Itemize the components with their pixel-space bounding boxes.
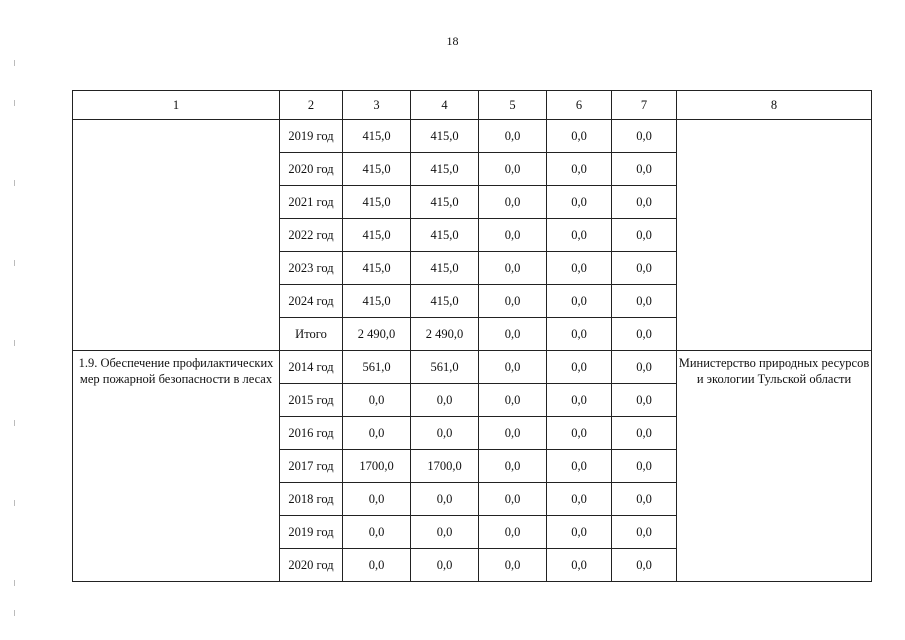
value-cell: 0,0 xyxy=(612,351,677,384)
value-cell: 561,0 xyxy=(343,351,411,384)
value-cell: 0,0 xyxy=(547,318,612,351)
value-cell: 0,0 xyxy=(479,417,547,450)
value-cell: 415,0 xyxy=(343,219,411,252)
value-cell: 0,0 xyxy=(547,252,612,285)
table-row xyxy=(73,120,872,153)
year-cell: 2018 год xyxy=(280,483,343,516)
value-cell: 0,0 xyxy=(612,450,677,483)
header-cell: 8 xyxy=(677,91,872,120)
year-cell: 2023 год xyxy=(280,252,343,285)
value-cell: 415,0 xyxy=(411,285,479,318)
value-cell: 0,0 xyxy=(479,120,547,153)
value-cell: 0,0 xyxy=(612,252,677,285)
table-row xyxy=(73,351,872,384)
value-cell: 0,0 xyxy=(479,186,547,219)
year-cell: 2015 год xyxy=(280,384,343,417)
value-cell: 0,0 xyxy=(547,417,612,450)
value-cell: 0,0 xyxy=(547,450,612,483)
value-cell: 2 490,0 xyxy=(411,318,479,351)
value-cell: 0,0 xyxy=(479,219,547,252)
value-cell: 0,0 xyxy=(411,516,479,549)
year-cell: 2022 год xyxy=(280,219,343,252)
header-row xyxy=(73,91,872,120)
measure-name-cell xyxy=(73,120,280,351)
value-cell: 0,0 xyxy=(343,483,411,516)
value-cell: 0,0 xyxy=(547,219,612,252)
value-cell: 0,0 xyxy=(343,384,411,417)
year-cell: 2019 год xyxy=(280,120,343,153)
value-cell: 0,0 xyxy=(547,516,612,549)
value-cell: 0,0 xyxy=(411,549,479,582)
value-cell: 0,0 xyxy=(479,450,547,483)
value-cell: 0,0 xyxy=(343,549,411,582)
value-cell: 0,0 xyxy=(547,153,612,186)
year-cell: 2016 год xyxy=(280,417,343,450)
value-cell: 0,0 xyxy=(612,516,677,549)
value-cell: 0,0 xyxy=(612,186,677,219)
year-cell: 2014 год xyxy=(280,351,343,384)
value-cell: 0,0 xyxy=(479,549,547,582)
value-cell: 0,0 xyxy=(547,186,612,219)
value-cell: 0,0 xyxy=(612,318,677,351)
value-cell: 0,0 xyxy=(343,417,411,450)
header-cell: 6 xyxy=(547,91,612,120)
value-cell: 415,0 xyxy=(343,186,411,219)
value-cell: 0,0 xyxy=(479,384,547,417)
value-cell: 415,0 xyxy=(411,252,479,285)
header-cell: 7 xyxy=(612,91,677,120)
year-cell: 2020 год xyxy=(280,153,343,186)
executor-cell xyxy=(677,120,872,351)
value-cell: 0,0 xyxy=(479,285,547,318)
value-cell: 0,0 xyxy=(547,549,612,582)
value-cell: 0,0 xyxy=(612,384,677,417)
financing-table xyxy=(72,90,872,582)
value-cell: 0,0 xyxy=(479,252,547,285)
value-cell: 415,0 xyxy=(343,153,411,186)
year-cell: 2020 год xyxy=(280,549,343,582)
value-cell: 415,0 xyxy=(411,186,479,219)
value-cell: 1700,0 xyxy=(411,450,479,483)
year-cell: 2017 год xyxy=(280,450,343,483)
value-cell: 0,0 xyxy=(411,483,479,516)
value-cell: 561,0 xyxy=(411,351,479,384)
header-cell: 4 xyxy=(411,91,479,120)
year-cell: 2019 год xyxy=(280,516,343,549)
year-cell: 2024 год xyxy=(280,285,343,318)
year-cell: 2021 год xyxy=(280,186,343,219)
value-cell: 0,0 xyxy=(343,516,411,549)
scan-margin-marks xyxy=(14,60,16,620)
value-cell: 0,0 xyxy=(479,318,547,351)
value-cell: 0,0 xyxy=(547,384,612,417)
value-cell: 2 490,0 xyxy=(343,318,411,351)
executor-cell: Министерство природных ресурсов и экологии Тульской области xyxy=(677,351,872,582)
value-cell: 0,0 xyxy=(479,153,547,186)
value-cell: 0,0 xyxy=(411,417,479,450)
value-cell: 415,0 xyxy=(343,285,411,318)
value-cell: 0,0 xyxy=(547,483,612,516)
value-cell: 415,0 xyxy=(411,153,479,186)
value-cell: 0,0 xyxy=(547,285,612,318)
value-cell: 415,0 xyxy=(343,120,411,153)
value-cell: 415,0 xyxy=(411,219,479,252)
year-cell: Итого xyxy=(280,318,343,351)
value-cell: 0,0 xyxy=(612,120,677,153)
value-cell: 0,0 xyxy=(612,549,677,582)
value-cell: 0,0 xyxy=(612,219,677,252)
page-number: 18 xyxy=(446,34,459,48)
value-cell: 0,0 xyxy=(479,351,547,384)
value-cell: 0,0 xyxy=(612,285,677,318)
value-cell: 0,0 xyxy=(547,120,612,153)
value-cell: 0,0 xyxy=(547,351,612,384)
value-cell: 0,0 xyxy=(612,417,677,450)
header-cell: 3 xyxy=(343,91,411,120)
value-cell: 415,0 xyxy=(343,252,411,285)
value-cell: 1700,0 xyxy=(343,450,411,483)
measure-name-cell: 1.9. Обеспечение профилактических мер пожарной безопасности в лесах xyxy=(73,351,280,582)
header-cell: 1 xyxy=(73,91,280,120)
value-cell: 0,0 xyxy=(411,384,479,417)
value-cell: 0,0 xyxy=(612,153,677,186)
value-cell: 415,0 xyxy=(411,120,479,153)
header-cell: 5 xyxy=(479,91,547,120)
value-cell: 0,0 xyxy=(479,483,547,516)
value-cell: 0,0 xyxy=(479,516,547,549)
header-cell: 2 xyxy=(280,91,343,120)
value-cell: 0,0 xyxy=(612,483,677,516)
